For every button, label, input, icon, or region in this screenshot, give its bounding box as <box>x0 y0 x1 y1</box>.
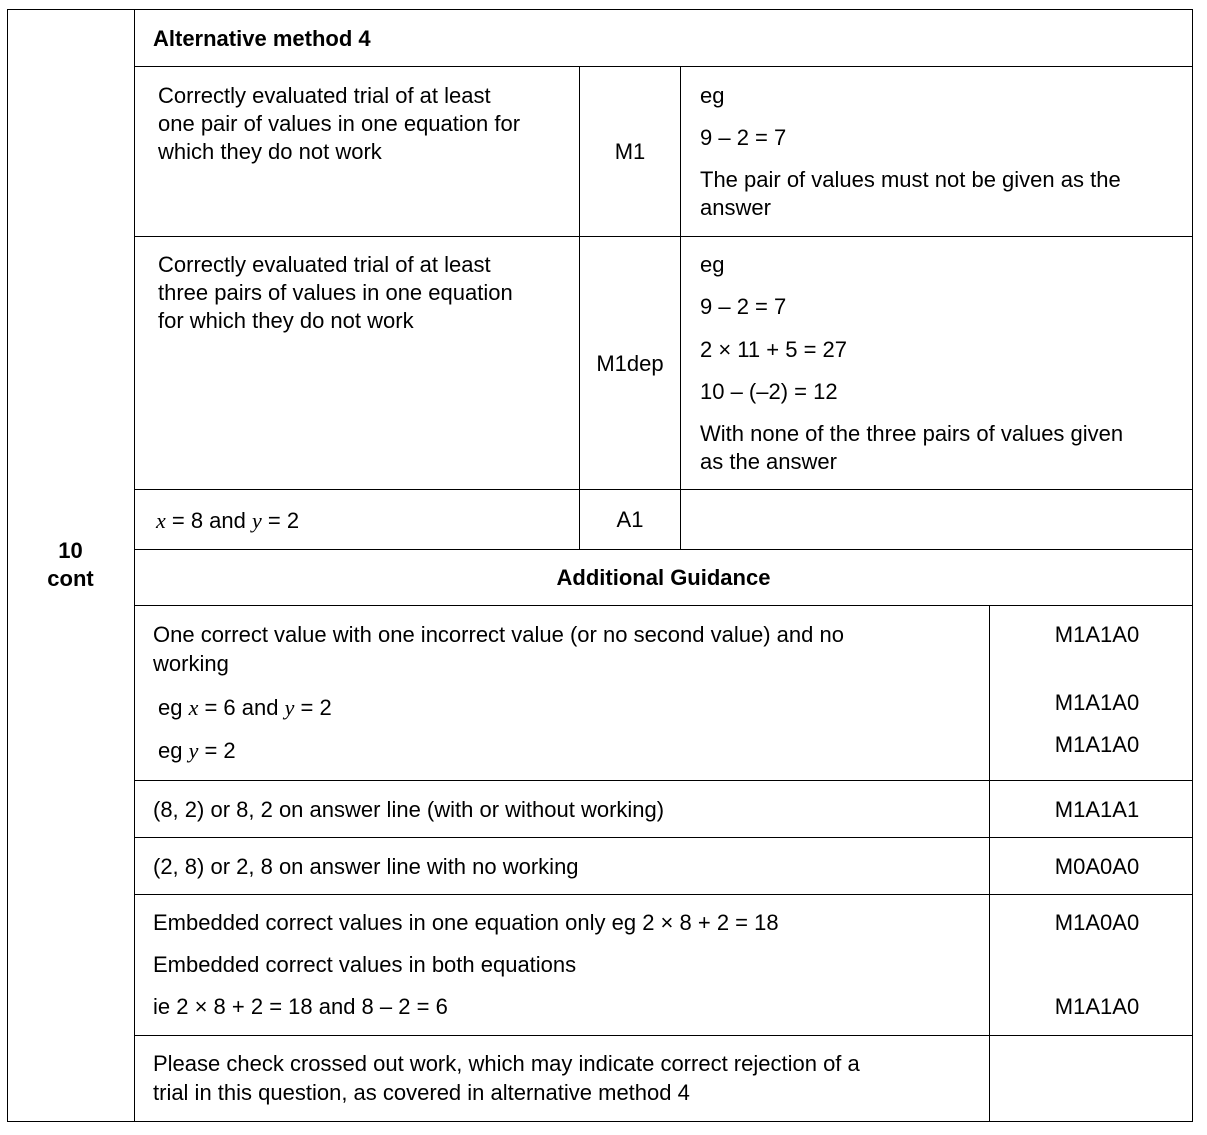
example-prefix: eg <box>158 695 189 720</box>
method-heading: Alternative method 4 <box>153 26 371 51</box>
comment-line: 10 – (–2) = 12 <box>700 379 838 404</box>
answer-text: = 2 <box>261 508 300 533</box>
example-text: = 6 and <box>198 695 285 720</box>
row-divider <box>134 549 1193 550</box>
question-number: 10 <box>58 538 83 563</box>
row-divider <box>134 837 1193 838</box>
variable-y: y <box>252 508 262 533</box>
example-text: = 2 <box>294 695 332 720</box>
comment-line: as the answer <box>700 449 837 474</box>
guidance-text: Please check crossed out work, which may indicate correct rejection of a <box>153 1051 860 1076</box>
comment-line: 9 – 2 = 7 <box>700 125 787 150</box>
guidance-text: Embedded correct values in one equation only eg 2 × 8 + 2 = 18 <box>153 910 779 935</box>
row-divider <box>134 894 1193 895</box>
guidance-heading: Additional Guidance <box>556 565 771 590</box>
guidance-example <box>158 694 332 722</box>
guidance-text: One correct value with one incorrect value (or no second value) and no <box>153 622 844 647</box>
row-divider <box>134 605 1193 606</box>
guidance-mark: M1A1A1 <box>1054 797 1140 822</box>
guidance-text: ie 2 × 8 + 2 = 18 and 8 – 2 = 6 <box>153 994 448 1019</box>
final-answer <box>156 507 299 535</box>
variable-y: y <box>284 695 295 720</box>
guidance-text: (2, 8) or 2, 8 on answer line with no working <box>153 854 579 879</box>
guidance-text: Embedded correct values in both equations <box>153 952 577 977</box>
guidance-mark: M0A0A0 <box>1054 854 1140 879</box>
example-prefix: eg <box>158 738 189 763</box>
guidance-mark: M1A1A0 <box>1054 732 1140 757</box>
criterion-line: which they do not work <box>158 139 382 164</box>
criterion-text <box>158 82 520 166</box>
comment-line: 9 – 2 = 7 <box>700 294 787 319</box>
comment-line: eg <box>700 83 725 108</box>
answer-text: = 8 and <box>165 508 253 533</box>
guidance-text: working <box>153 651 229 676</box>
mark-code: A1 <box>616 507 644 532</box>
criterion-line: three pairs of values in one equation <box>158 280 513 305</box>
guidance-example <box>158 737 236 765</box>
mark-code: M1dep <box>596 351 664 376</box>
table-border-right <box>1192 9 1193 1122</box>
variable-y: y <box>188 738 199 763</box>
comment-line: The pair of values must not be given as the <box>700 167 1121 192</box>
row-divider <box>134 66 1193 67</box>
guidance-text: (8, 2) or 8, 2 on answer line (with or without working) <box>153 797 665 822</box>
question-continued-label: cont <box>47 566 94 591</box>
guidance-mark: M1A1A0 <box>1054 994 1140 1019</box>
comment-line: answer <box>700 195 771 220</box>
guidance-mark: M1A1A0 <box>1054 622 1140 647</box>
criterion-line: for which they do not work <box>158 308 414 333</box>
variable-x: x <box>156 508 166 533</box>
row-divider <box>134 489 1193 490</box>
comments-column-divider <box>680 66 681 550</box>
guidance-text: trial in this question, as covered in alternative method 4 <box>153 1080 690 1105</box>
table-border-bottom <box>7 1121 1193 1122</box>
variable-x: x <box>188 695 199 720</box>
row-divider <box>134 236 1193 237</box>
example-text: = 2 <box>198 738 236 763</box>
comment-line: With none of the three pairs of values given <box>700 421 1124 446</box>
row-divider <box>134 1035 1193 1036</box>
row-divider <box>134 780 1193 781</box>
criterion-line: Correctly evaluated trial of at least <box>158 83 491 108</box>
criterion-text <box>158 251 513 335</box>
comment-line: eg <box>700 252 725 277</box>
table-border-top <box>7 9 1193 10</box>
guidance-mark: M1A0A0 <box>1054 910 1140 935</box>
criterion-line: Correctly evaluated trial of at least <box>158 252 491 277</box>
guidance-mark: M1A1A0 <box>1054 690 1140 715</box>
comment-line: 2 × 11 + 5 = 27 <box>700 337 847 362</box>
criterion-line: one pair of values in one equation for <box>158 111 521 136</box>
mark-code: M1 <box>614 139 646 164</box>
